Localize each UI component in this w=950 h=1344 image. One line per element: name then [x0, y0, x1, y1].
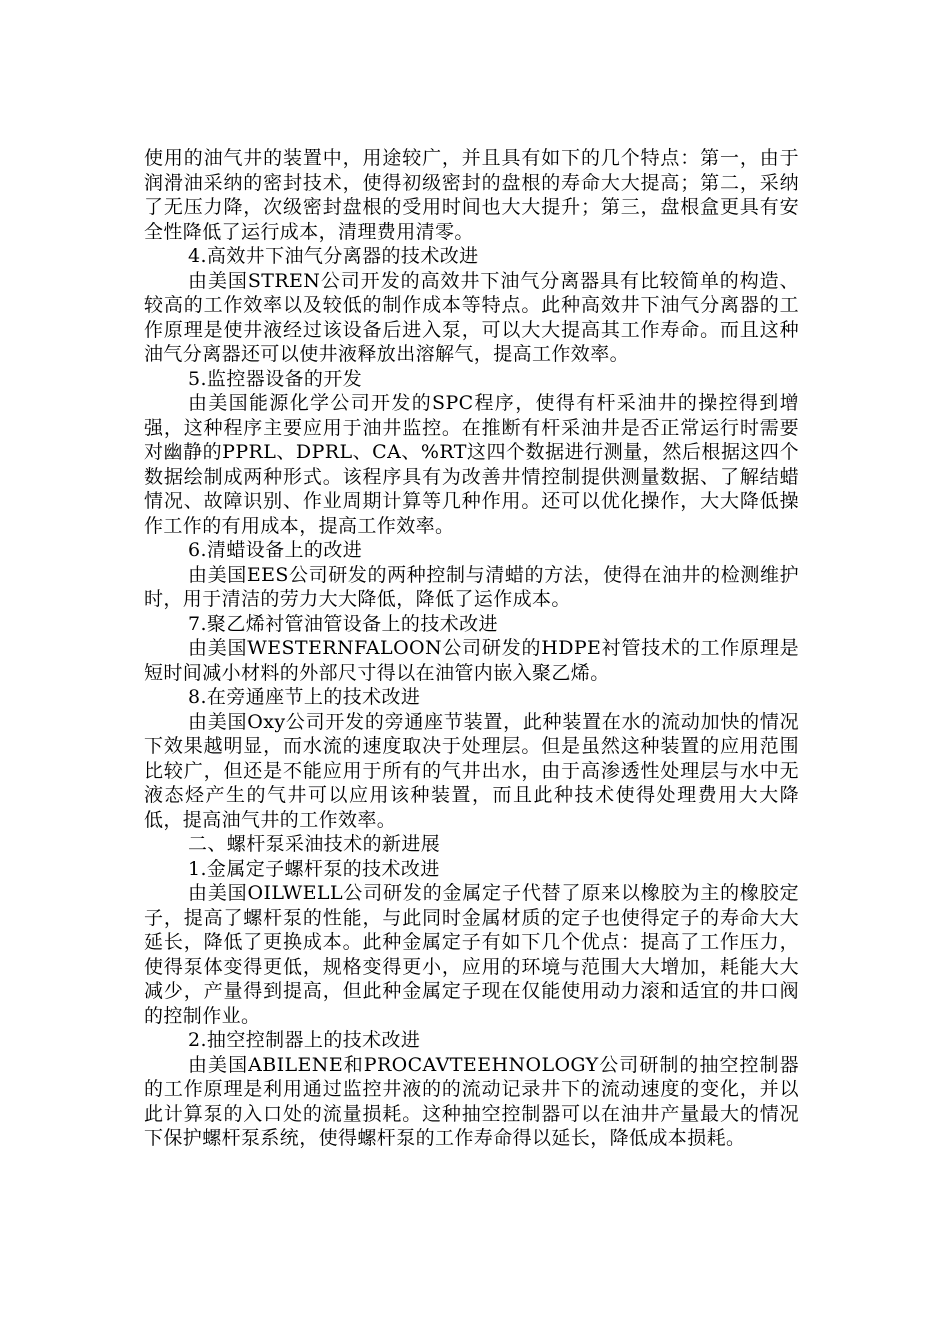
paragraph-metal-stator: 由美国OILWELL公司研发的金属定子代替了原来以橡胶为主的橡胶定子，提高了螺杆泵的性能，与此同时金属材质的定子也使得定子的寿命大大延长，降低了更换成本。此种金属定子有如下几个优点：提高了工作压力，使得泵体变得更低，规格变得更小，应用的环境与范围大大增加，耗能大大减少，产量得到提高，但此种金属定子现在仅能使用动力滚和适宜的井口阀的控制作业。	[144, 882, 799, 1027]
paragraph-separator: 由美国STREN公司开发的高效井下油气分离器具有比较简单的构造、较高的工作效率以及较低的制作成本等特点。此种高效井下油气分离器的工作原理是使井液经过该设备后进入泵，可以大大提高其工作寿命。而且这种油气分离器还可以使井液释放出溶解气，提高工作效率。	[144, 269, 799, 365]
paragraph-monitor: 由美国能源化学公司开发的SPC程序，使得有杆采油井的操控得到增强，这种程序主要应用于油井监控。在推断有杆采油井是否正常运行时需要对幽静的PPRL、DPRL、CA、%RT这四个数据进行测量，然后根据这四个数据绘制成两种形式。该程序具有为改善井情控制提供测量数据、了解结蜡情况、故障识别、作业周期计算等几种作用。还可以优化操作，大大降低操作工作的有用成本，提高工作效率。	[144, 392, 799, 537]
section-heading-8: 8.在旁通座节上的技术改进	[188, 686, 421, 708]
section-heading-2-1: 1.金属定子螺杆泵的技术改进	[188, 857, 440, 880]
chapter-heading-2: 二、螺杆泵采油技术的新进展	[188, 833, 441, 855]
paragraph-wax: 由美国EES公司研发的两种控制与清蜡的方法，使得在油井的检测维护时，用于清洁的劳力大大降低，降低了运作成本。	[144, 563, 799, 610]
paragraph-pump-off-controller: 由美国ABILENE和PROCAVTEEHNOLOGY公司研制的抽空控制器的工作原理是利用通过监控井液的的流动记录井下的流动速度的变化，并以此计算泵的入口处的流量损耗。这种抽空控制器可以在油井产量最大的情况下保护螺杆泵系统，使得螺杆泵的工作寿命得以延长，降低成本损耗。	[144, 1053, 799, 1149]
section-heading-5: 5.监控器设备的开发	[188, 367, 363, 390]
section-heading-6: 6.清蜡设备上的改进	[188, 539, 363, 561]
paragraph-bypass: 由美国Oxy公司开发的旁通座节装置，此种装置在水的流动加快的情况下效果越明显，而水流的速度取决于处理层。但是虽然这种装置的应用范围比较广，但还是不能应用于所有的气井出水，由于高渗透性处理层与水中无液态烃产生的气井可以应用该种装置，而且此种技术使得处理费用大大降低，提高油气井的工作效率。	[144, 710, 799, 831]
section-heading-4: 4.高效井下油气分离器的技术改进	[188, 245, 479, 267]
section-heading-2-2: 2.抽空控制器上的技术改进	[188, 1029, 421, 1051]
paragraph-continuation: 使用的油气井的装置中，用途较广，并且具有如下的几个特点：第一，由于润滑油采纳的密封技术，使得初级密封的盘根的寿命大大提高；第二，采纳了无压力降，次级密封盘根的受用时间也大大提升；第三，盘根盒更具有安全性降低了运行成本，清理费用清零。	[144, 147, 799, 243]
document-body	[144, 146, 799, 1151]
section-heading-7: 7.聚乙烯衬管油管设备上的技术改进	[188, 612, 498, 635]
paragraph-liner: 由美国WESTERNFALOON公司研发的HDPE衬管技术的工作原理是短时间减小材料的外部尺寸得以在油管内嵌入聚乙烯。	[144, 637, 799, 684]
